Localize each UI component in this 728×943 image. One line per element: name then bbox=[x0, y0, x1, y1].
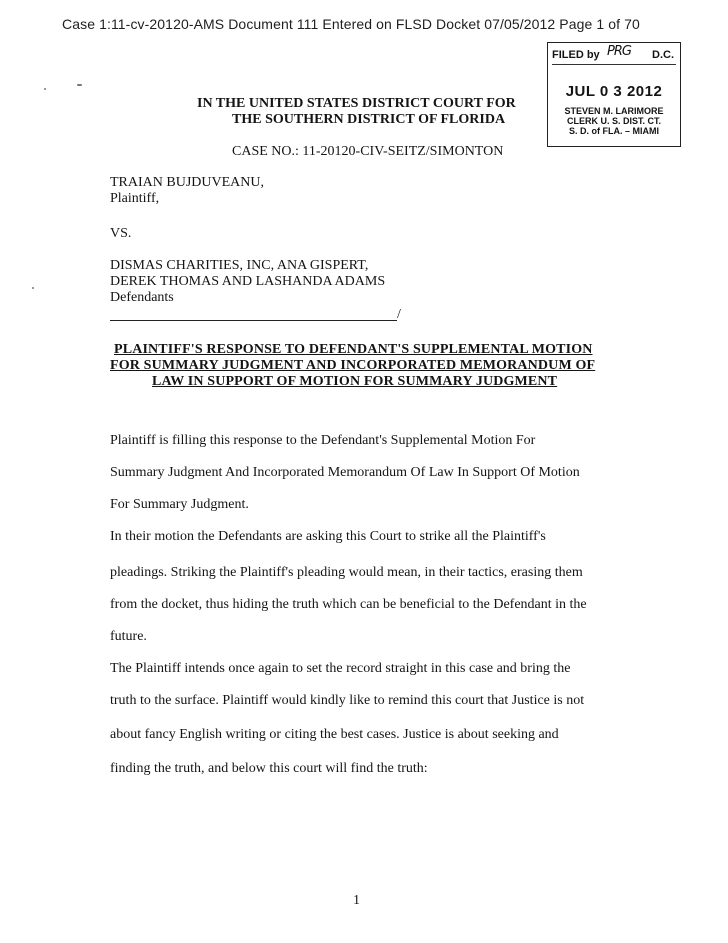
body-line: future. bbox=[110, 629, 147, 644]
stamp-clerk-title: CLERK U. S. DIST. CT. bbox=[566, 116, 661, 126]
stamp-date: JUL 0 3 2012 bbox=[565, 83, 663, 100]
document-title-line2: FOR SUMMARY JUDGMENT AND INCORPORATED MEMORANDUM OF bbox=[110, 358, 596, 373]
body-line: finding the truth, and below this court will find the truth: bbox=[110, 761, 428, 776]
defendants-role: Defendants bbox=[110, 290, 174, 305]
case-number: CASE NO.: 11-20120-CIV-SEITZ/SIMONTON bbox=[232, 144, 504, 159]
body-line: Plaintiff is filling this response to the Defendant's Supplemental Motion For bbox=[110, 433, 536, 448]
body-line: about fancy English writing or citing the best cases. Justice is about seeking and bbox=[110, 727, 559, 742]
defendants-line2: DEREK THOMAS AND LASHANDA ADAMS bbox=[110, 274, 386, 289]
stamp-dc: D.C. bbox=[652, 49, 674, 61]
document-title-line3: LAW IN SUPPORT OF MOTION FOR SUMMARY JUDGMENT bbox=[152, 374, 558, 389]
filed-stamp bbox=[547, 42, 681, 147]
plaintiff-name: TRAIAN BUJDUVEANU, bbox=[110, 175, 264, 190]
body-line: For Summary Judgment. bbox=[110, 497, 249, 512]
body-line: The Plaintiff intends once again to set the record straight in this case and bring the bbox=[110, 661, 571, 676]
body-line: truth to the surface. Plaintiff would kindly like to remind this court that Justice is not bbox=[110, 693, 585, 708]
body-line: from the docket, thus hiding the truth which can be beneficial to the Defendant in the bbox=[110, 597, 587, 612]
scan-speck bbox=[77, 84, 82, 86]
stamp-filed-row bbox=[552, 44, 676, 65]
stamp-initials: PRG bbox=[607, 44, 631, 59]
versus: VS. bbox=[110, 226, 132, 241]
scan-speck bbox=[32, 287, 34, 289]
document-title-line1: PLAINTIFF'S RESPONSE TO DEFENDANT'S SUPPLEMENTAL MOTION bbox=[114, 342, 593, 357]
docket-header: Case 1:11-cv-20120-AMS Document 111 Entered on FLSD Docket 07/05/2012 Page 1 of 70 bbox=[62, 16, 640, 32]
plaintiff-role: Plaintiff, bbox=[110, 191, 160, 206]
body-line: pleadings. Striking the Plaintiff's pleading would mean, in their tactics, erasing them bbox=[110, 565, 583, 580]
stamp-district: S. D. of FLA. – MIAMI bbox=[569, 126, 659, 136]
body-line: Summary Judgment And Incorporated Memorandum Of Law In Support Of Motion bbox=[110, 465, 580, 480]
defendants-line1: DISMAS CHARITIES, INC, ANA GISPERT, bbox=[110, 258, 369, 273]
court-name-line1: IN THE UNITED STATES DISTRICT COURT FOR bbox=[197, 96, 516, 111]
body-line: In their motion the Defendants are asking this Court to strike all the Plaintiff's bbox=[110, 529, 546, 544]
court-name-line2: THE SOUTHERN DISTRICT OF FLORIDA bbox=[232, 112, 506, 127]
page-number: 1 bbox=[353, 893, 360, 908]
caption-slash: / bbox=[397, 307, 401, 322]
scan-speck bbox=[44, 88, 46, 90]
stamp-filed-by: FILED by bbox=[552, 49, 600, 61]
caption-rule bbox=[110, 320, 397, 321]
stamp-clerk-name: STEVEN M. LARIMORE bbox=[564, 106, 664, 116]
